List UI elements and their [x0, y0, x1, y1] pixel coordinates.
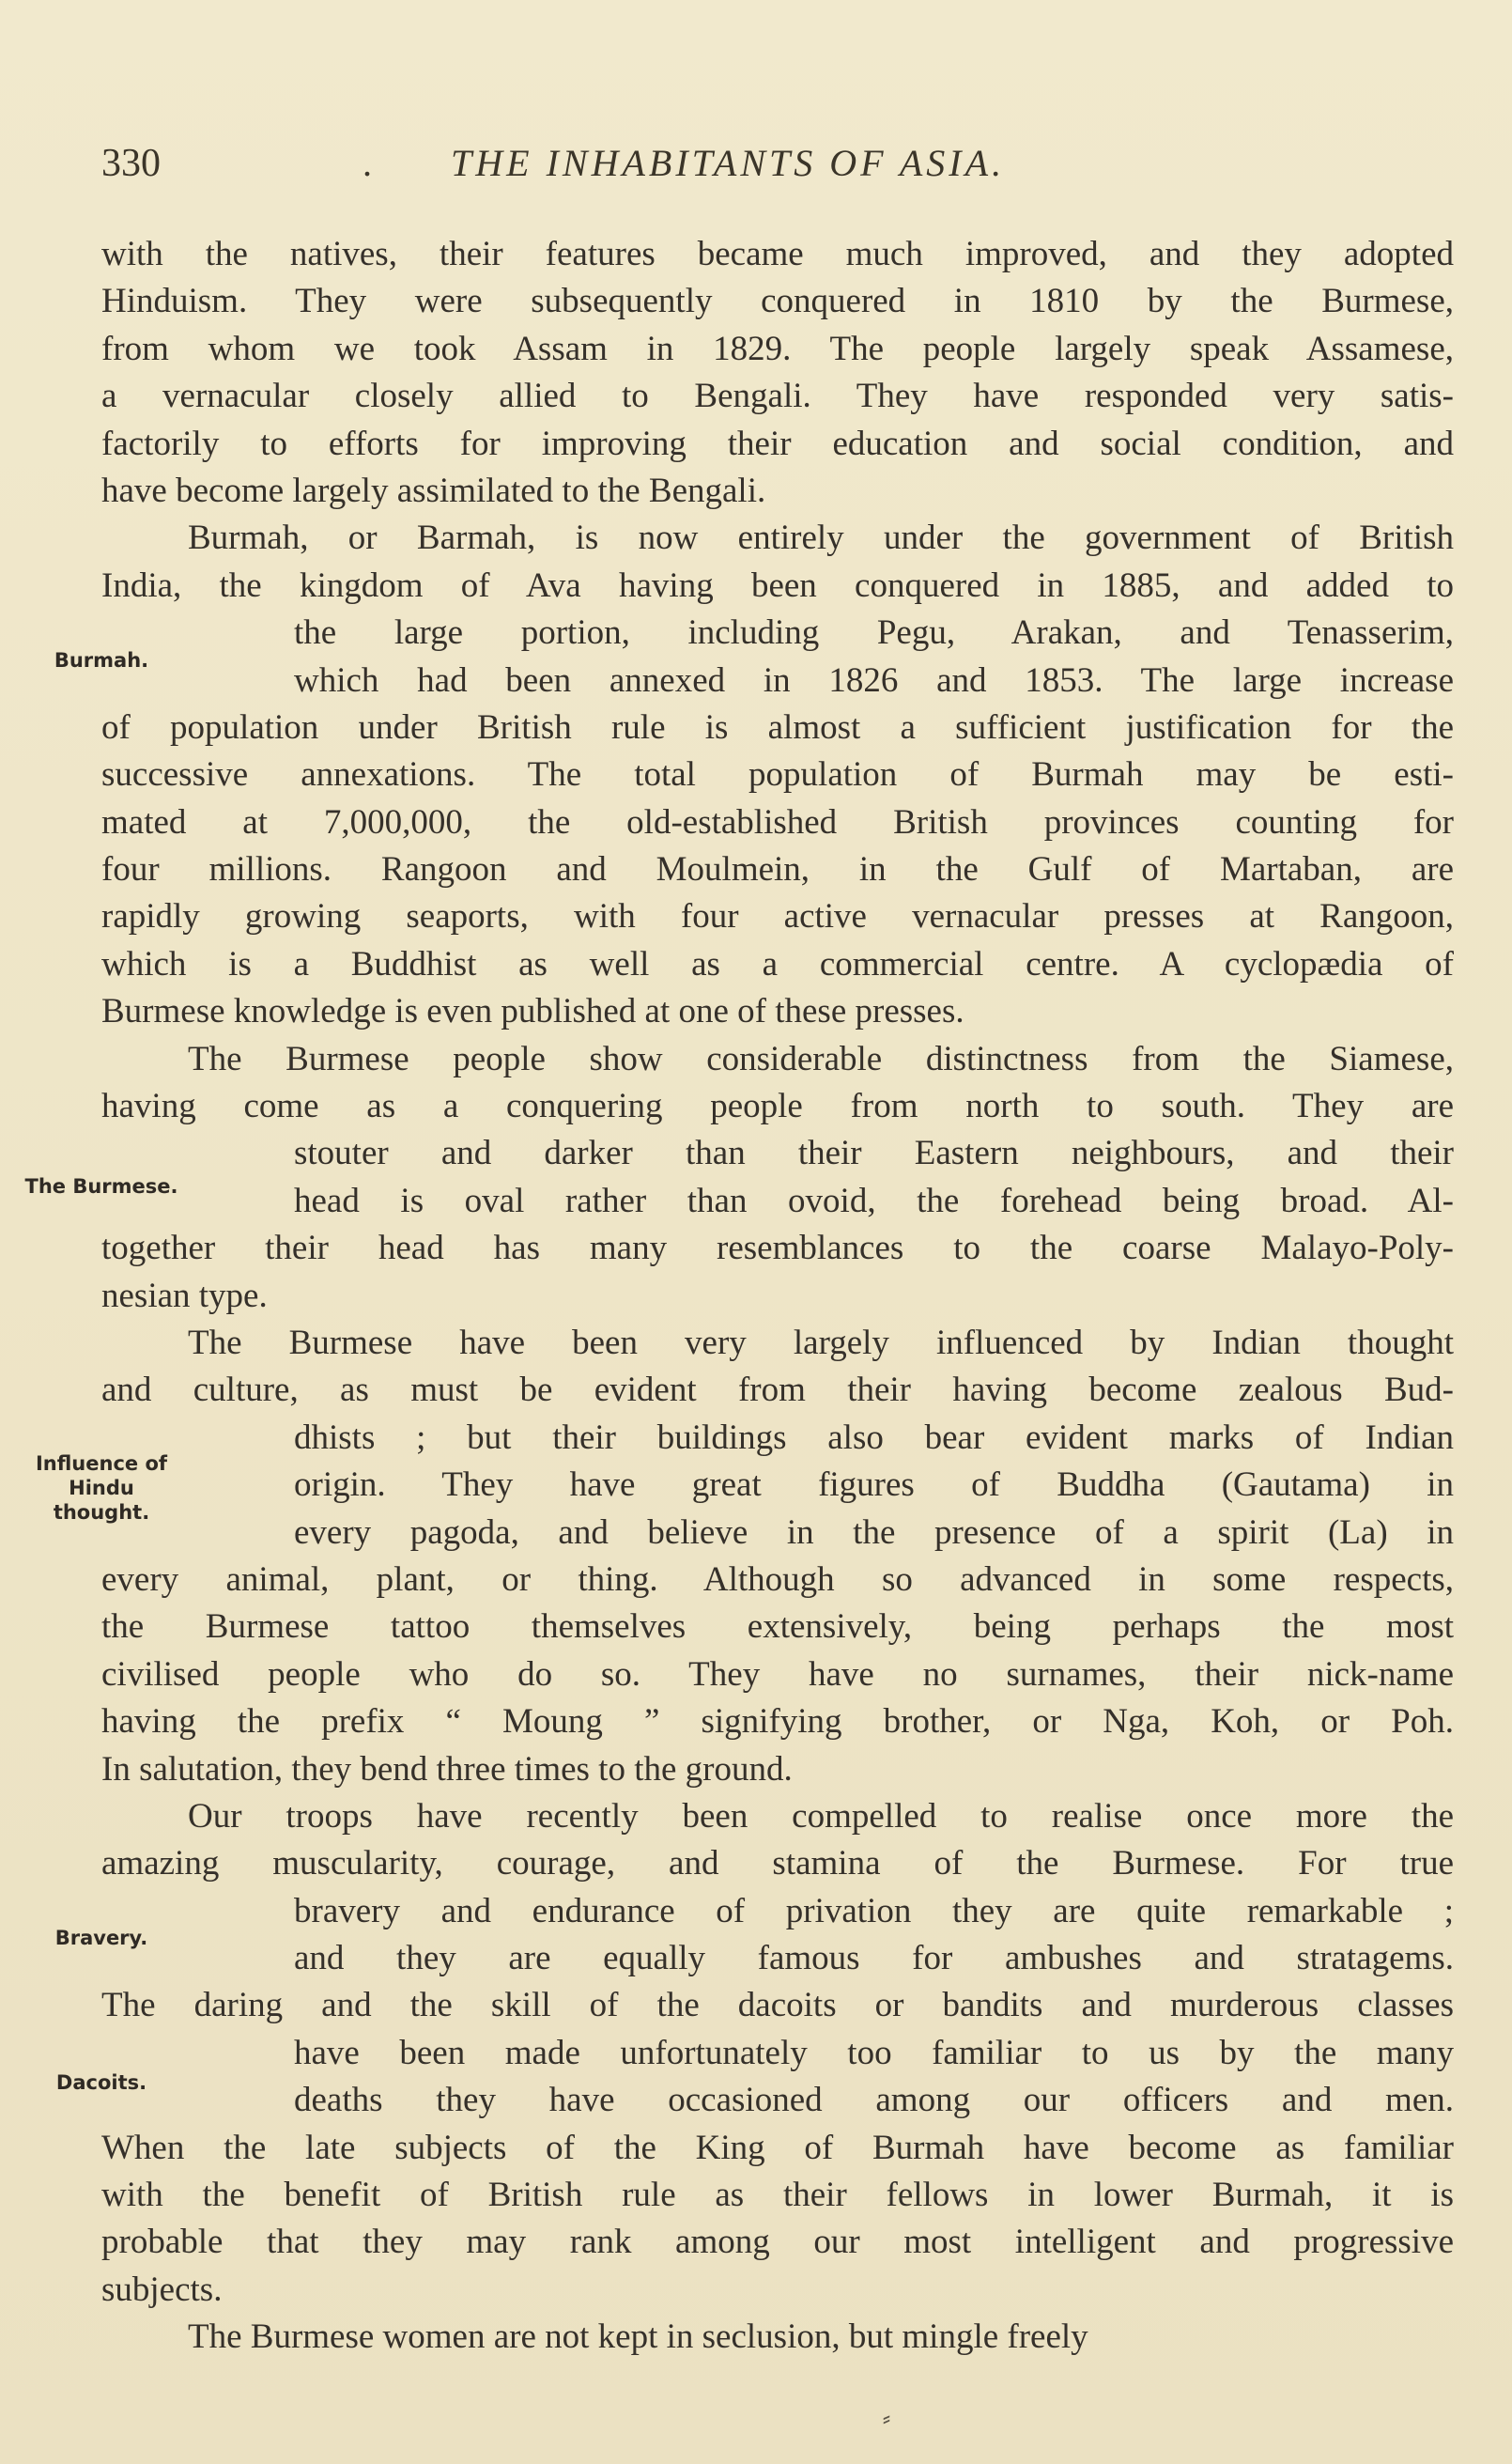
text-line: the large portion, including Pegu, Arakan, and Tenasserim,	[294, 613, 1454, 653]
text-line: bravery and endurance of privation they are quite remarkable ;	[294, 1891, 1454, 1930]
text-line: Hinduism. They were subsequently conquered in 1810 by the Burmese,	[101, 282, 1454, 321]
text-line: every pagoda, and believe in the presence of a spirit (La) in	[294, 1512, 1454, 1552]
margin-note-line: Hindu	[69, 1477, 134, 1499]
text-line: civilised people who do so. They have no surnames, their nick-name	[101, 1654, 1454, 1694]
margin-note-text: Bravery.	[54, 1927, 148, 1949]
running-head: THE INHABITANTS OF ASIA.	[451, 142, 1006, 184]
text-line: In salutation, they bend three times to the ground.	[101, 1749, 793, 1789]
text-line: the Burmese tattoo themselves extensively, being perhaps the most	[101, 1607, 1454, 1647]
text-line: with the benefit of British rule as their fellows in lower Burmah, it is	[101, 2176, 1454, 2215]
text-line: with the natives, their features became much improved, and they adopted	[101, 235, 1454, 273]
text-line: having the prefix “ Moung ” signifying brother, or Nga, Koh, or Poh.	[101, 1702, 1454, 1742]
margin-note-line: thought.	[53, 1501, 150, 1524]
text-line: stouter and darker than their Eastern neighbours, and their	[294, 1134, 1454, 1173]
text-line: and culture, as must be evident from their having become zealous Bud-	[101, 1371, 1454, 1410]
text-line: of population under British rule is almost a sufficient justification for the	[101, 707, 1454, 747]
text-line: Burmah, or Barmah, is now entirely under the government of British	[188, 519, 1454, 558]
body-text	[101, 231, 1454, 2362]
text-line: India, the kingdom of Ava having been conquered in 1885, and added to	[101, 566, 1454, 605]
text-line: which had been annexed in 1826 and 1853. The large increase	[294, 660, 1454, 700]
text-line: origin. They have great figures of Buddha (Gautama) in	[294, 1465, 1454, 1505]
text-line: nesian type.	[101, 1276, 268, 1315]
text-line: deaths they have occasioned among our officers and men.	[294, 2081, 1454, 2120]
text-line: having come as a conquering people from north to south. They are	[101, 1087, 1454, 1126]
text-line: four millions. Rangoon and Moulmein, in the Gulf of Martaban, are	[101, 850, 1454, 890]
text-line: Our troops have recently been compelled to realise once more the	[188, 1796, 1454, 1836]
text-line: The Burmese have been very largely influenced by Indian thought	[188, 1323, 1454, 1362]
text-line: together their head has many resemblances to the coarse Malayo-Poly-	[101, 1229, 1454, 1268]
margin-note-text: Dacoits.	[55, 2071, 147, 2094]
page-header	[101, 141, 1444, 207]
margin-note-text: Burmah.	[54, 649, 149, 672]
text-line: factorily to efforts for improving their education and social condition, and	[101, 424, 1454, 463]
text-line: probable that they may rank among our most intelligent and progressive	[101, 2223, 1454, 2262]
text-line: head is oval rather than ovoid, the forehead being broad. Al-	[294, 1181, 1454, 1220]
text-line: mated at 7,000,000, the old-established British provinces counting for	[101, 802, 1454, 842]
text-line: and they are equally famous for ambushes and stratagems.	[294, 1939, 1454, 1978]
text-line: every animal, plant, or thing. Although so advanced in some respects,	[101, 1559, 1454, 1599]
text-line: subjects.	[101, 2270, 223, 2309]
text-line: successive annexations. The total population of Burmah may be esti-	[101, 755, 1454, 795]
text-line: When the late subjects of the King of Burmah have become as familiar	[101, 2128, 1454, 2167]
text-line: which is a Buddhist as well as a commercial centre. A cyclopædia of	[101, 944, 1454, 984]
text-line: The Burmese people show considerable distinctness from the Siamese,	[188, 1039, 1454, 1078]
text-line: The Burmese women are not kept in seclusion, but mingle freely	[188, 2317, 1088, 2357]
text-line: rapidly growing seaports, with four active vernacular presses at Rangoon,	[101, 897, 1454, 937]
margin-note-text: The Burmese.	[24, 1175, 178, 1198]
text-line: dhists ; but their buildings also bear evident marks of Indian	[294, 1418, 1454, 1457]
margin-note-line: Influence of	[35, 1452, 168, 1475]
text-line: The daring and the skill of the dacoits or bandits and murderous classes	[101, 1986, 1454, 2025]
text-line: from whom we took Assam in 1829. The people largely speak Assamese,	[101, 329, 1454, 368]
text-line: a vernacular closely allied to Bengali. They have responded very satis-	[101, 377, 1454, 416]
text-line: have been made unfortunately too familiar to us by the many	[294, 2033, 1454, 2072]
ink-mark: ⸗	[883, 2405, 890, 2431]
header-separator: .	[363, 142, 372, 184]
page-number: 330	[101, 142, 161, 185]
text-line: amazing muscularity, courage, and stamina of the Burmese. For true	[101, 1844, 1454, 1883]
text-line: have become largely assimilated to the Bengali.	[101, 471, 766, 510]
text-line: Burmese knowledge is even published at one of these presses.	[101, 992, 964, 1031]
